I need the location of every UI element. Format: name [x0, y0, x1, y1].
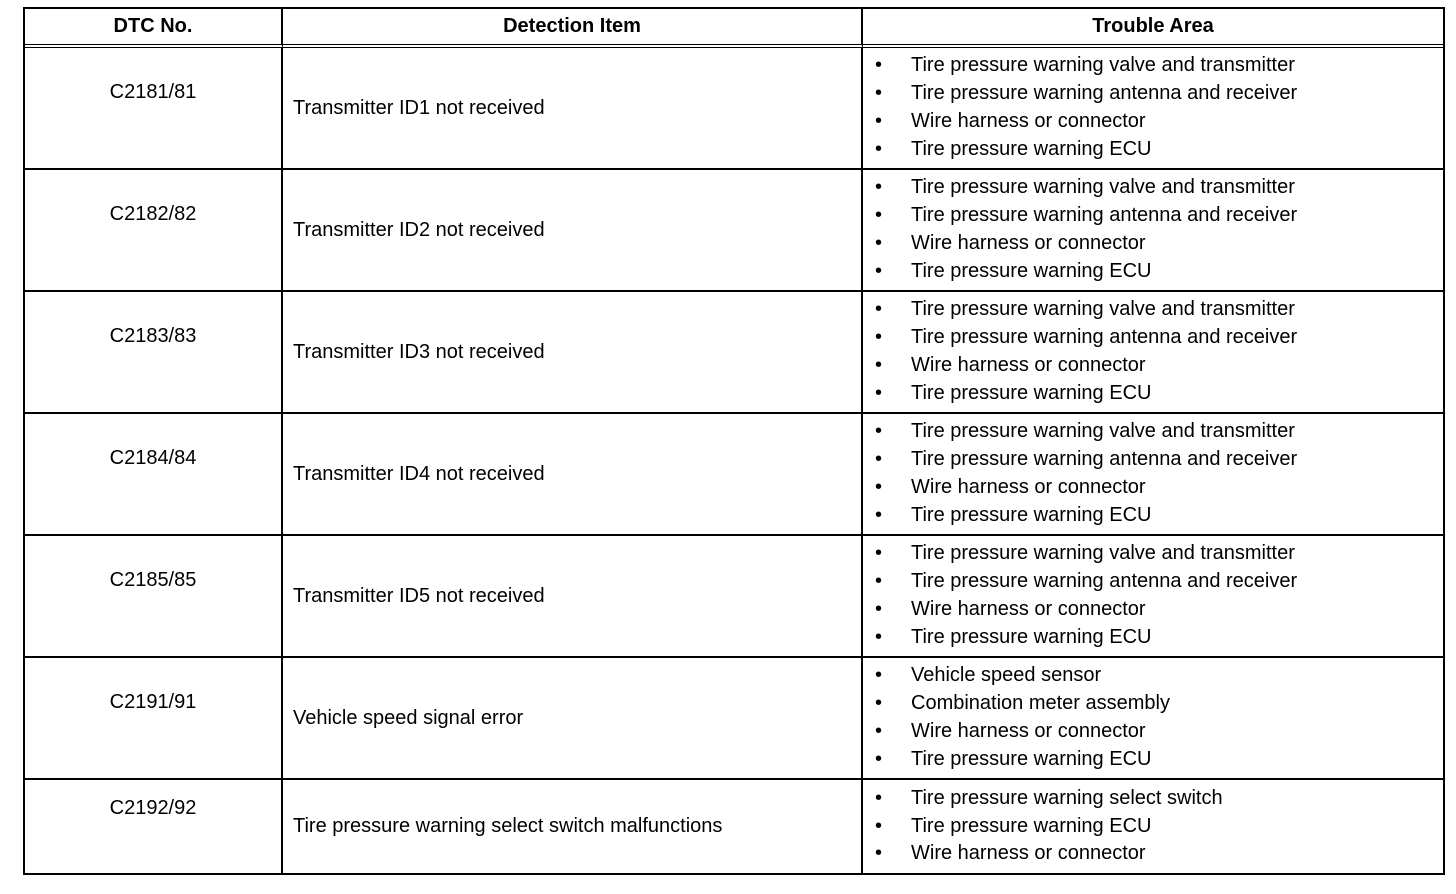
table-row — [25, 780, 1443, 873]
detection-item-cell: Tire pressure warning select switch malfunctions — [283, 780, 863, 873]
trouble-area-text: Tire pressure warning antenna and receiver — [911, 204, 1298, 227]
trouble-area-text: Tire pressure warning ECU — [911, 814, 1152, 837]
table-row — [25, 48, 1443, 170]
bullet-icon: • — [875, 542, 883, 565]
list-item — [863, 136, 1443, 164]
bullet-icon: • — [875, 326, 883, 349]
list-item — [863, 324, 1443, 352]
bullet-icon: • — [875, 381, 883, 404]
header-trouble-area: Trouble Area — [863, 9, 1443, 48]
list-item — [863, 446, 1443, 474]
dtc-code: C2181/81 — [109, 81, 197, 103]
trouble-area-text: Wire harness or connector — [911, 110, 1146, 132]
trouble-area-text: Tire pressure warning antenna and receiver — [911, 448, 1298, 471]
bullet-icon: • — [875, 814, 883, 837]
trouble-area-cell — [863, 170, 1443, 292]
header-row — [25, 9, 1443, 48]
trouble-area-list — [863, 174, 1443, 285]
header-dtc-no: DTC No. — [25, 9, 283, 48]
dtc-code: C2192/92 — [109, 797, 197, 819]
list-item — [863, 540, 1443, 568]
trouble-area-cell — [863, 414, 1443, 536]
bullet-icon: • — [875, 842, 883, 865]
trouble-area-text: Tire pressure warning ECU — [911, 137, 1152, 160]
dtc-cell — [25, 48, 283, 170]
dtc-code: C2184/84 — [109, 447, 197, 469]
detection-item-cell: Transmitter ID1 not received — [283, 48, 863, 170]
bullet-icon: • — [875, 503, 883, 526]
dtc-cell — [25, 170, 283, 292]
header-detection-item: Detection Item — [283, 9, 863, 48]
list-item — [863, 80, 1443, 108]
detection-item-cell: Transmitter ID5 not received — [283, 536, 863, 658]
trouble-area-text: Tire pressure warning select switch — [911, 786, 1223, 809]
trouble-area-text: Tire pressure warning valve and transmitter — [911, 420, 1295, 443]
list-item — [863, 418, 1443, 446]
detection-item-cell: Vehicle speed signal error — [283, 658, 863, 780]
bullet-icon: • — [875, 420, 883, 443]
dtc-cell — [25, 536, 283, 658]
trouble-area-text: Wire harness or connector — [911, 354, 1146, 376]
trouble-area-text: Vehicle speed sensor — [911, 664, 1102, 687]
trouble-area-cell — [863, 292, 1443, 414]
bullet-icon: • — [875, 786, 883, 809]
trouble-area-text: Tire pressure warning ECU — [911, 381, 1152, 404]
bullet-icon: • — [875, 692, 883, 715]
trouble-area-text: Tire pressure warning antenna and receiver — [911, 570, 1298, 593]
list-item — [863, 108, 1443, 136]
trouble-area-text: Wire harness or connector — [911, 476, 1146, 498]
dtc-table — [23, 7, 1445, 875]
list-item — [863, 296, 1443, 324]
list-item — [863, 690, 1443, 718]
trouble-area-list — [863, 418, 1443, 529]
table-row — [25, 414, 1443, 536]
list-item — [863, 202, 1443, 230]
bullet-icon: • — [875, 598, 883, 620]
detection-item-cell: Transmitter ID3 not received — [283, 292, 863, 414]
bullet-icon: • — [875, 54, 883, 77]
bullet-icon: • — [875, 137, 883, 160]
list-item — [863, 785, 1443, 813]
trouble-area-text: Tire pressure warning ECU — [911, 625, 1152, 648]
trouble-area-text: Wire harness or connector — [911, 842, 1146, 865]
list-item — [863, 258, 1443, 286]
bullet-icon: • — [875, 82, 883, 105]
trouble-area-text: Tire pressure warning antenna and receiver — [911, 82, 1298, 105]
bullet-icon: • — [875, 625, 883, 648]
list-item — [863, 352, 1443, 380]
list-item — [863, 568, 1443, 596]
list-item — [863, 502, 1443, 530]
trouble-area-text: Tire pressure warning valve and transmitter — [911, 298, 1295, 321]
bullet-icon: • — [875, 298, 883, 321]
dtc-code: C2191/91 — [109, 691, 197, 713]
table-row — [25, 658, 1443, 780]
trouble-area-cell — [863, 48, 1443, 170]
bullet-icon: • — [875, 176, 883, 199]
table-header — [25, 9, 1443, 48]
list-item — [863, 718, 1443, 746]
trouble-area-cell — [863, 536, 1443, 658]
trouble-area-text: Tire pressure warning valve and transmitter — [911, 542, 1295, 565]
trouble-area-list — [863, 52, 1443, 163]
detection-item-cell: Transmitter ID2 not received — [283, 170, 863, 292]
bullet-icon: • — [875, 747, 883, 770]
trouble-area-text: Tire pressure warning antenna and receiver — [911, 326, 1298, 349]
bullet-icon: • — [875, 476, 883, 498]
trouble-area-list — [863, 662, 1443, 773]
bullet-icon: • — [875, 720, 883, 742]
trouble-area-list — [863, 540, 1443, 651]
trouble-area-text: Wire harness or connector — [911, 720, 1146, 742]
trouble-area-text: Wire harness or connector — [911, 598, 1146, 620]
trouble-area-text: Combination meter assembly — [911, 692, 1170, 715]
dtc-cell — [25, 658, 283, 780]
list-item — [863, 813, 1443, 841]
bullet-icon: • — [875, 259, 883, 282]
bullet-icon: • — [875, 232, 883, 254]
trouble-area-list — [863, 785, 1443, 868]
table-row — [25, 292, 1443, 414]
trouble-area-text: Tire pressure warning valve and transmitter — [911, 176, 1295, 199]
list-item — [863, 174, 1443, 202]
trouble-area-cell — [863, 780, 1443, 873]
bullet-icon: • — [875, 354, 883, 376]
detection-item-cell: Transmitter ID4 not received — [283, 414, 863, 536]
dtc-cell — [25, 292, 283, 414]
bullet-icon: • — [875, 570, 883, 593]
table-row — [25, 536, 1443, 658]
trouble-area-text: Tire pressure warning valve and transmitter — [911, 54, 1295, 77]
list-item — [863, 662, 1443, 690]
trouble-area-text: Tire pressure warning ECU — [911, 747, 1152, 770]
list-item — [863, 840, 1443, 868]
dtc-cell — [25, 780, 283, 873]
list-item — [863, 746, 1443, 774]
bullet-icon: • — [875, 110, 883, 132]
bullet-icon: • — [875, 448, 883, 471]
list-item — [863, 624, 1443, 652]
list-item — [863, 230, 1443, 258]
dtc-code: C2183/83 — [109, 325, 197, 347]
list-item — [863, 380, 1443, 408]
table-body — [25, 48, 1443, 873]
bullet-icon: • — [875, 204, 883, 227]
table-row — [25, 170, 1443, 292]
trouble-area-text: Wire harness or connector — [911, 232, 1146, 254]
dtc-cell — [25, 414, 283, 536]
trouble-area-text: Tire pressure warning ECU — [911, 259, 1152, 282]
dtc-code: C2182/82 — [109, 203, 197, 225]
trouble-area-text: Tire pressure warning ECU — [911, 503, 1152, 526]
trouble-area-list — [863, 296, 1443, 407]
dtc-code: C2185/85 — [109, 569, 197, 591]
list-item — [863, 596, 1443, 624]
list-item — [863, 52, 1443, 80]
list-item — [863, 474, 1443, 502]
trouble-area-cell — [863, 658, 1443, 780]
bullet-icon: • — [875, 664, 883, 687]
